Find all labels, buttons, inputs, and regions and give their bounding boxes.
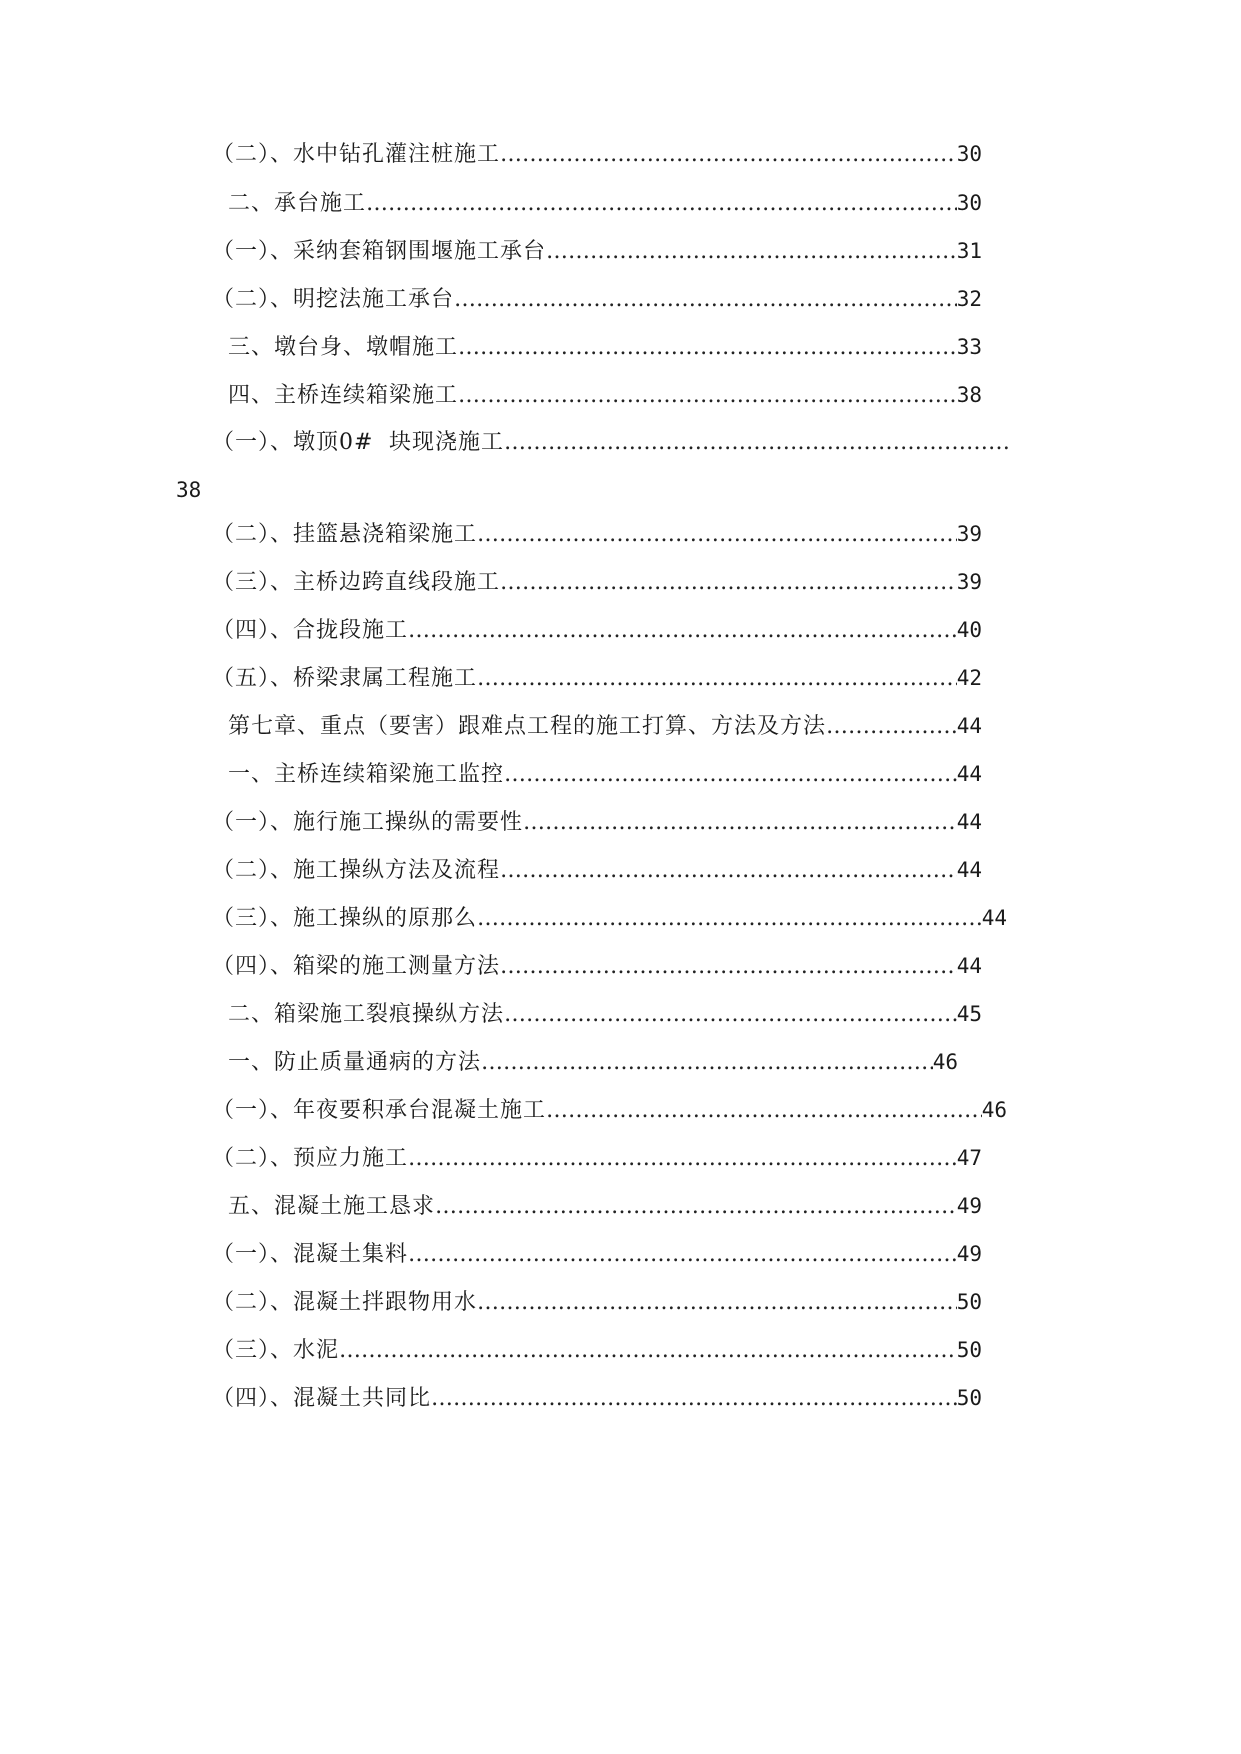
toc-entry-page: 31 — [956, 239, 982, 263]
toc-dot-leader — [458, 331, 957, 365]
toc-entry[interactable] — [228, 1189, 982, 1223]
toc-entry-page: 40 — [956, 618, 982, 642]
toc-entry[interactable] — [228, 997, 982, 1031]
toc-entry-page: 44 — [956, 954, 982, 978]
toc-entry[interactable] — [228, 757, 982, 791]
toc-entry-title: 一、主桥连续箱梁施工监控 — [228, 762, 505, 787]
toc-entry[interactable] — [212, 1093, 1007, 1127]
toc-entry-title: （二）、混凝土拌跟物用水 — [212, 1290, 478, 1315]
toc-dot-leader — [500, 950, 957, 984]
toc-entry[interactable] — [212, 1237, 982, 1271]
toc-entry-title: （二）、水中钻孔灌注桩施工 — [212, 142, 501, 167]
toc-dot-leader — [435, 1190, 957, 1224]
toc-entry-title: （三）、水泥 — [212, 1338, 340, 1363]
toc-entry[interactable] — [212, 853, 982, 887]
toc-entry-page: 44 — [956, 762, 982, 786]
toc-entry-title: （三）、施工操纵的原那么 — [212, 906, 478, 931]
toc-dot-leader — [408, 1142, 957, 1176]
toc-entry-title: 一、防止质量通病的方法 — [228, 1050, 482, 1075]
toc-entry[interactable] — [212, 234, 982, 268]
toc-entry-page: 50 — [956, 1386, 982, 1410]
toc-dot-leader — [366, 187, 957, 221]
toc-dot-leader — [500, 566, 957, 600]
toc-entry-title: （四）、箱梁的施工测量方法 — [212, 954, 501, 979]
toc-entry-page: 42 — [956, 666, 982, 690]
toc-entry-title: （二）、预应力施工 — [212, 1146, 409, 1171]
toc-entry[interactable] — [212, 282, 982, 316]
toc-entry-title: （一）、采纳套箱钢围堰施工承台 — [212, 239, 547, 264]
toc-dot-leader — [523, 806, 957, 840]
toc-entry[interactable] — [212, 1381, 982, 1415]
toc-dot-leader — [408, 1238, 957, 1272]
toc-dot-leader — [477, 518, 957, 552]
toc-dot-leader — [504, 998, 957, 1032]
toc-entry-page-wrapped: 38 — [176, 478, 202, 502]
toc-entry-title: （二）、施工操纵方法及流程 — [212, 858, 501, 883]
toc-entry-page: 50 — [956, 1338, 982, 1362]
toc-dot-leader — [408, 614, 957, 648]
toc-entry-page: 44 — [956, 810, 982, 834]
toc-entry-page: 33 — [956, 335, 982, 359]
toc-entry[interactable] — [228, 1045, 958, 1079]
toc-entry-page: 38 — [956, 383, 982, 407]
toc-entry[interactable] — [212, 1141, 982, 1175]
toc-entry[interactable] — [212, 137, 982, 171]
toc-entry-page: 50 — [956, 1290, 982, 1314]
toc-entry-title: 二、承台施工 — [228, 191, 367, 216]
toc-entry[interactable] — [212, 613, 982, 647]
toc-dot-leader — [431, 1382, 957, 1416]
toc-entry-title: 二、箱梁施工裂痕操纵方法 — [228, 1002, 505, 1027]
toc-dot-leader — [481, 1046, 933, 1080]
toc-entry-page: 39 — [956, 522, 982, 546]
toc-entry[interactable] — [212, 1285, 982, 1319]
toc-entry[interactable] — [212, 661, 982, 695]
toc-dot-leader — [500, 854, 957, 888]
toc-entry[interactable] — [228, 709, 982, 743]
toc-entry-page: 44 — [956, 858, 982, 882]
toc-entry[interactable] — [212, 517, 982, 551]
toc-entry-page: 45 — [956, 1002, 982, 1026]
toc-entry[interactable] — [228, 378, 982, 412]
toc-dot-leader — [458, 379, 957, 413]
toc-entry-page: 39 — [956, 570, 982, 594]
toc-entry-title: （一）、混凝土集料 — [212, 1242, 409, 1267]
toc-entry-title: （一）、墩顶0# — [212, 430, 374, 455]
toc-entry-title: （一）、年夜要积承台混凝土施工 — [212, 1098, 547, 1123]
toc-entry[interactable] — [228, 330, 982, 364]
toc-dot-leader — [504, 426, 1012, 460]
toc-entry-title: 第七章、重点（要害）跟难点工程的施工打算、方法及方法 — [228, 714, 827, 739]
toc-entry-page: 32 — [956, 287, 982, 311]
toc-entry-page: 30 — [956, 191, 982, 215]
toc-entry-page: 47 — [956, 1146, 982, 1170]
toc-entry[interactable] — [212, 426, 1012, 460]
toc-entry-page: 44 — [956, 714, 982, 738]
toc-entry[interactable] — [212, 805, 982, 839]
toc-entry-page: 49 — [956, 1242, 982, 1266]
toc-entry[interactable] — [228, 186, 982, 220]
toc-dot-leader — [339, 1334, 957, 1368]
toc-entry-page: 30 — [956, 142, 982, 166]
toc-dot-leader — [454, 283, 957, 317]
toc-dot-leader — [477, 902, 982, 936]
toc-entry[interactable] — [212, 901, 1007, 935]
toc-dot-leader — [546, 235, 957, 269]
toc-dot-leader — [477, 1286, 957, 1320]
toc-dot-leader — [504, 758, 957, 792]
toc-entry-title: 三、墩台身、墩帽施工 — [228, 335, 459, 360]
toc-entry-page: 49 — [956, 1194, 982, 1218]
toc-entry-title: （五）、桥梁隶属工程施工 — [212, 666, 478, 691]
toc-entry-page: 46 — [981, 1098, 1007, 1122]
toc-entry-title-continued: 块现浇施工 — [389, 430, 505, 455]
toc-entry-title: 五、混凝土施工恳求 — [228, 1194, 436, 1219]
toc-entry-title: （四）、混凝土共同比 — [212, 1386, 432, 1411]
toc-entry-page: 44 — [981, 906, 1007, 930]
toc-dot-leader — [500, 138, 957, 172]
toc-entry-title: （三）、主桥边跨直线段施工 — [212, 570, 501, 595]
toc-entry-title: （二）、挂篮悬浇箱梁施工 — [212, 522, 478, 547]
toc-entry[interactable] — [212, 1333, 982, 1367]
toc-entry[interactable] — [212, 565, 982, 599]
toc-entry-title: （二）、明挖法施工承台 — [212, 287, 455, 312]
toc-entry-title: （四）、合拢段施工 — [212, 618, 409, 643]
toc-dot-leader — [477, 662, 957, 696]
toc-dot-leader — [826, 710, 957, 744]
toc-entry[interactable] — [212, 949, 982, 983]
toc-entry-page: 46 — [932, 1050, 958, 1074]
toc-entry-title: 四、主桥连续箱梁施工 — [228, 383, 459, 408]
toc-entry-title: （一）、施行施工操纵的需要性 — [212, 810, 524, 835]
toc-dot-leader — [546, 1094, 982, 1128]
